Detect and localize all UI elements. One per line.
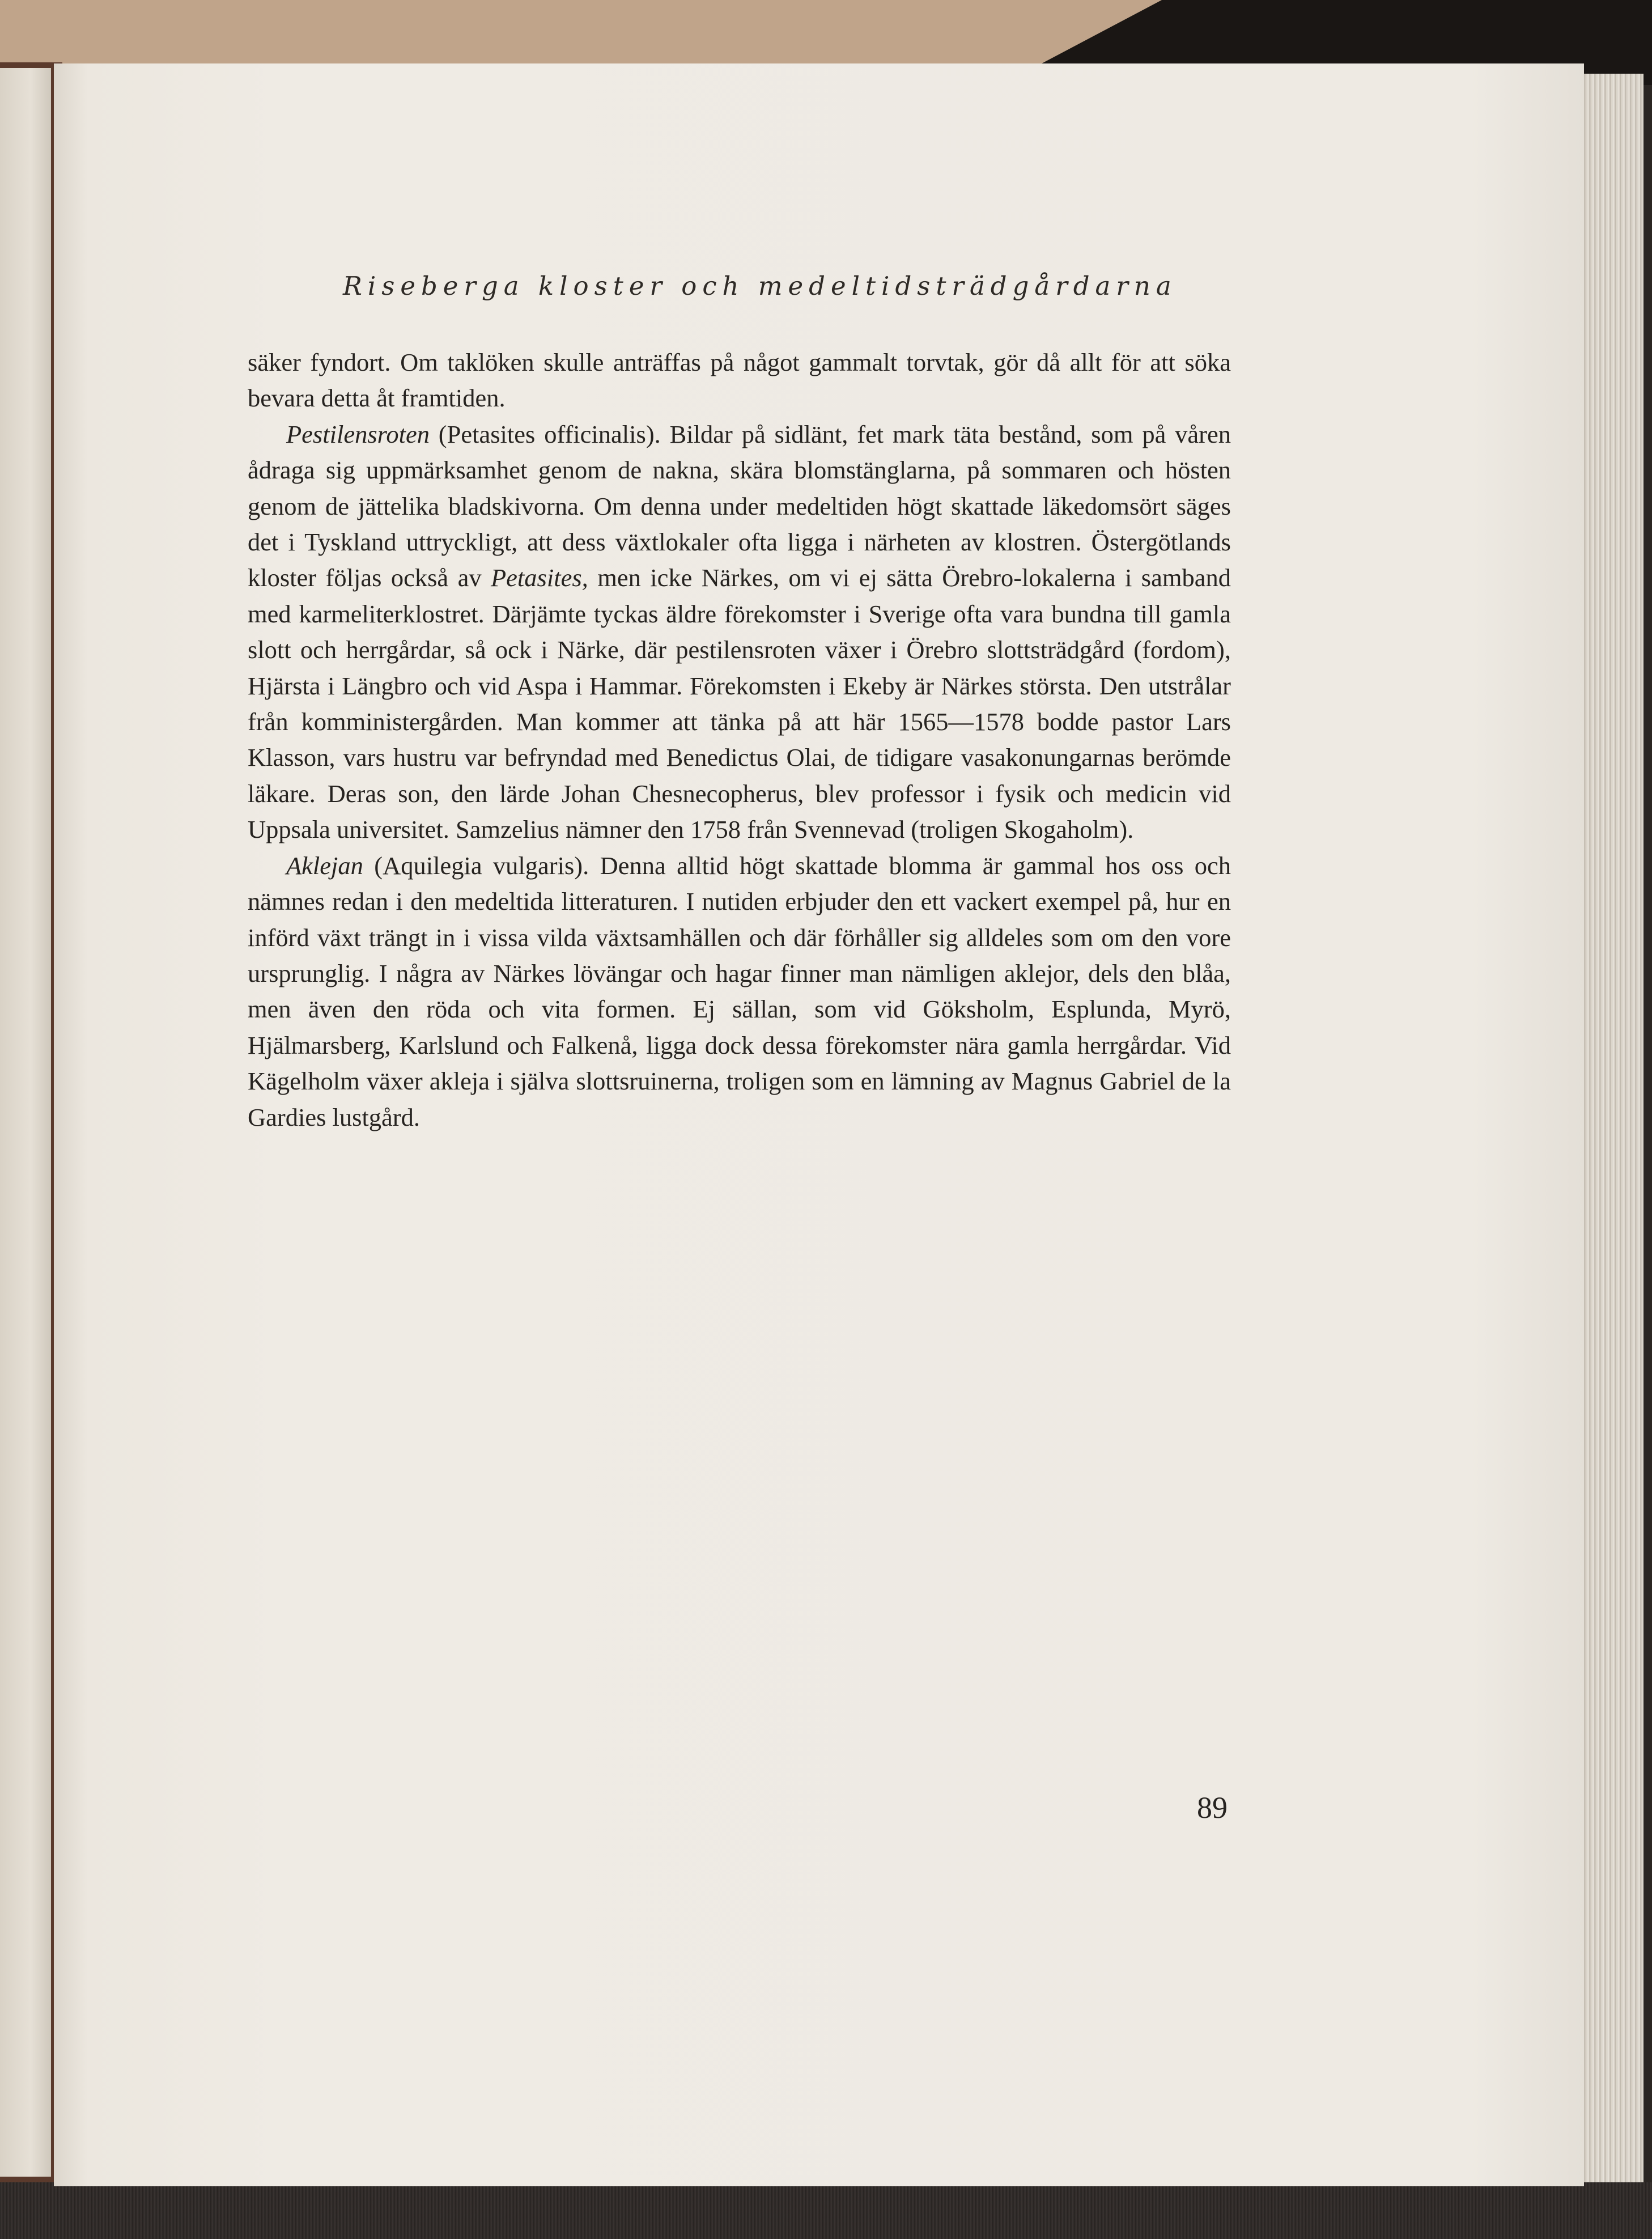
page-stack-edges: [1581, 74, 1643, 2191]
paragraph-text: men icke Närkes, om vi ej sätta Örebro-lokalerna i samband med karmeliterklostret. Därjämte tyckas äldre förekomster i Sverige ofta vara bundna till gamla slott och herrgårdar, så ock i Närke, där pestilensroten växer i Örebro slottsträdgård (fordom), Hjärsta i Längbro och vid Aspa i Hammar. Förekomsten i Ekeby är Närkes största. Den utstrålar från komministergården. Man kommer att tänka på att här 1565—1578 bodde pastor Lars Klasson, vars hustru var befryndad med Benedictus Olai, de tidigare vasakonungarnas berömde läkare. Deras son, den lärde Johan Chesnecopherus, blev professor i fysik och medicin vid Uppsala universitet. Samzelius nämner den 1758 från Svennevad (troligen Skogaholm).: [248, 563, 1231, 844]
page-number: 89: [1197, 1791, 1228, 1825]
background-board: [0, 0, 1162, 74]
paragraph-1: säker fyndort. Om taklöken skulle anträffas på något gammalt torvtak, gör då allt för att söka bevara detta åt framtiden.: [248, 348, 1231, 413]
facing-page-edge: [0, 68, 51, 2177]
paragraph-pestilensroten: [248, 417, 1231, 848]
body-text: [248, 345, 1231, 1135]
running-head: Riseberga kloster och medeltidsträdgårdarna: [343, 271, 1177, 301]
paragraph-text: (Aquilegia vulgaris). Denna alltid högt skattade blomma är gammal hos oss och nämnes redan i den medeltida litteraturen. I nutiden erbjuder den ett vackert exempel på, hur en införd växt trängt in i vissa vilda växtsamhällen och där förhåller sig alldeles som om den vore ursprunglig. I några av Närkes lövängar och hagar finner man nämligen aklejor, dels den blåa, men även den röda och vita formen. Ej sällan, som vid Göksholm, Esplunda, Myrö, Hjälmarsberg, Karlslund och Falkenå, ligga dock dessa förekomster nära gamla herrgårdar. Vid Kägelholm växer akleja i själva slottsruinerna, troligen som en lämning av Magnus Gabriel de la Gardies lustgård.: [248, 851, 1231, 1131]
species-name-pestilensroten: Pestilensroten: [286, 419, 430, 448]
species-name-aklejan: Aklejan: [286, 851, 363, 880]
genus-name-petasites: Petasites,: [491, 563, 588, 592]
paragraph-aklejan: [248, 848, 1231, 1135]
paragraph-text: (Petasites officinalis). Bildar på sidlänt, fet mark täta bestånd, som på våren ådraga sig uppmärksamhet genom de nakna, skära blomstänglarna, på sommaren och hösten genom de jättelika bladskivorna. Om denna under medeltiden högt skattade läkedomsört säges det i Tyskland uttryckligt, att dess växtlokaler ofta ligga i närheten av klostren. Östergötlands kloster följas också av: [248, 419, 1231, 592]
background-cloth: [0, 2182, 1652, 2239]
